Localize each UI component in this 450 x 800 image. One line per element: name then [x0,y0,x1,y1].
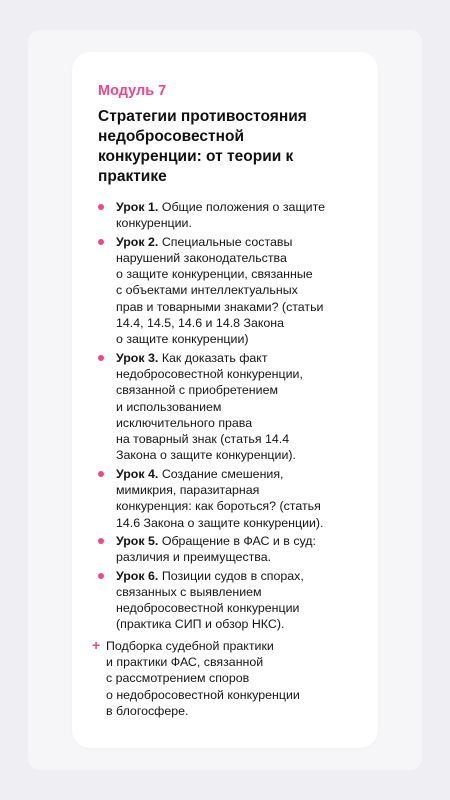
lesson-text-line: исключительного права [116,415,253,430]
lesson-text-line: мимикрия, паразитарная [116,483,260,498]
bullet-dot-icon [98,239,104,245]
module-title-line: Стратегии противостояния [98,108,307,125]
module-title-line: недобросовестной [98,128,244,145]
lesson-item-4 [98,466,360,531]
bonus-text-line: в блогосфере. [106,703,189,718]
module-title-line: конкуренции: от теории к [98,148,294,165]
bullet-dot-icon [98,204,104,210]
bonus-text-line: и практики ФАС, связанной [106,655,264,670]
module-title [98,107,360,187]
lesson-text-line: прав и товарными знаками? (статьи [116,299,324,314]
bonus-item [92,638,360,719]
lesson-text-line: связанных с выявлением [116,584,262,599]
module-label: Модуль 7 [98,83,167,99]
lesson-number: Урок 2. [116,234,159,249]
module-title-line: практике [98,168,167,185]
plus-icon: + [92,636,101,653]
lesson-text-line: недобросовестной конкуренции, [116,366,303,381]
lesson-item-2 [98,234,360,348]
lesson-text-line: нарушений законодательства [116,250,287,265]
bullet-dot-icon [98,471,104,477]
bullet-dot-icon [98,538,104,544]
lesson-text-line: Закона о защите конкуренции). [116,448,296,463]
lesson-text-line: связанной с приобретением [116,383,278,398]
lesson-text-line: 14.6 Закона о защите конкуренции). [116,515,324,530]
lesson-text-line: Общие положения о защите [161,200,325,214]
lesson-text-line: Как доказать факт [161,350,268,365]
bullet-dot-icon [98,355,104,361]
lesson-text-line: Обращение в ФАС и в суд: [161,533,316,548]
lesson-text-line: на товарный знак (статья 14.4 [116,432,290,447]
lesson-text-line: (практика СИП и обзор НКС). [116,617,285,632]
lesson-text-line: и использованием [116,399,222,414]
lesson-text-line: Позиции судов в спорах, [161,568,304,583]
lesson-text-line: конкуренции. [116,216,192,231]
lesson-text-line: Специальные составы [161,234,293,249]
bonus-text-line: о недобросовестной конкуренции [106,687,300,702]
lesson-text-line: различия и преимущества. [116,550,272,565]
lesson-number: Урок 5. [116,533,159,548]
bonus-text-line: с рассмотрением споров [106,671,250,686]
lesson-item-3 [98,350,360,464]
lesson-text-line: 14.4, 14.5, 14.6 и 14.8 Закона [116,316,285,331]
lesson-text-line: недобросовестной конкуренции [116,601,300,616]
lesson-number: Урок 3. [116,350,159,365]
lesson-item-1 [98,199,360,232]
lesson-number: Урок 4. [116,466,159,481]
lesson-text-line: о защите конкуренции) [116,332,249,347]
lesson-text-line: с объектами интеллектуальных [116,283,298,298]
lesson-item-6 [98,568,360,633]
lesson-item-5 [98,533,360,566]
lesson-text-line: конкуренция: как бороться? (статья [116,499,321,514]
module-content [92,83,360,719]
lesson-text-line: о защите конкуренции, связанные [116,267,313,282]
bonus-text-line: Подборка судебной практики [106,638,274,653]
lesson-number: Урок 1. [116,200,159,214]
bullet-dot-icon [98,573,104,579]
lesson-number: Урок 6. [116,568,159,583]
lesson-text-line: Создание смешения, [161,466,284,481]
lesson-list [98,199,360,633]
